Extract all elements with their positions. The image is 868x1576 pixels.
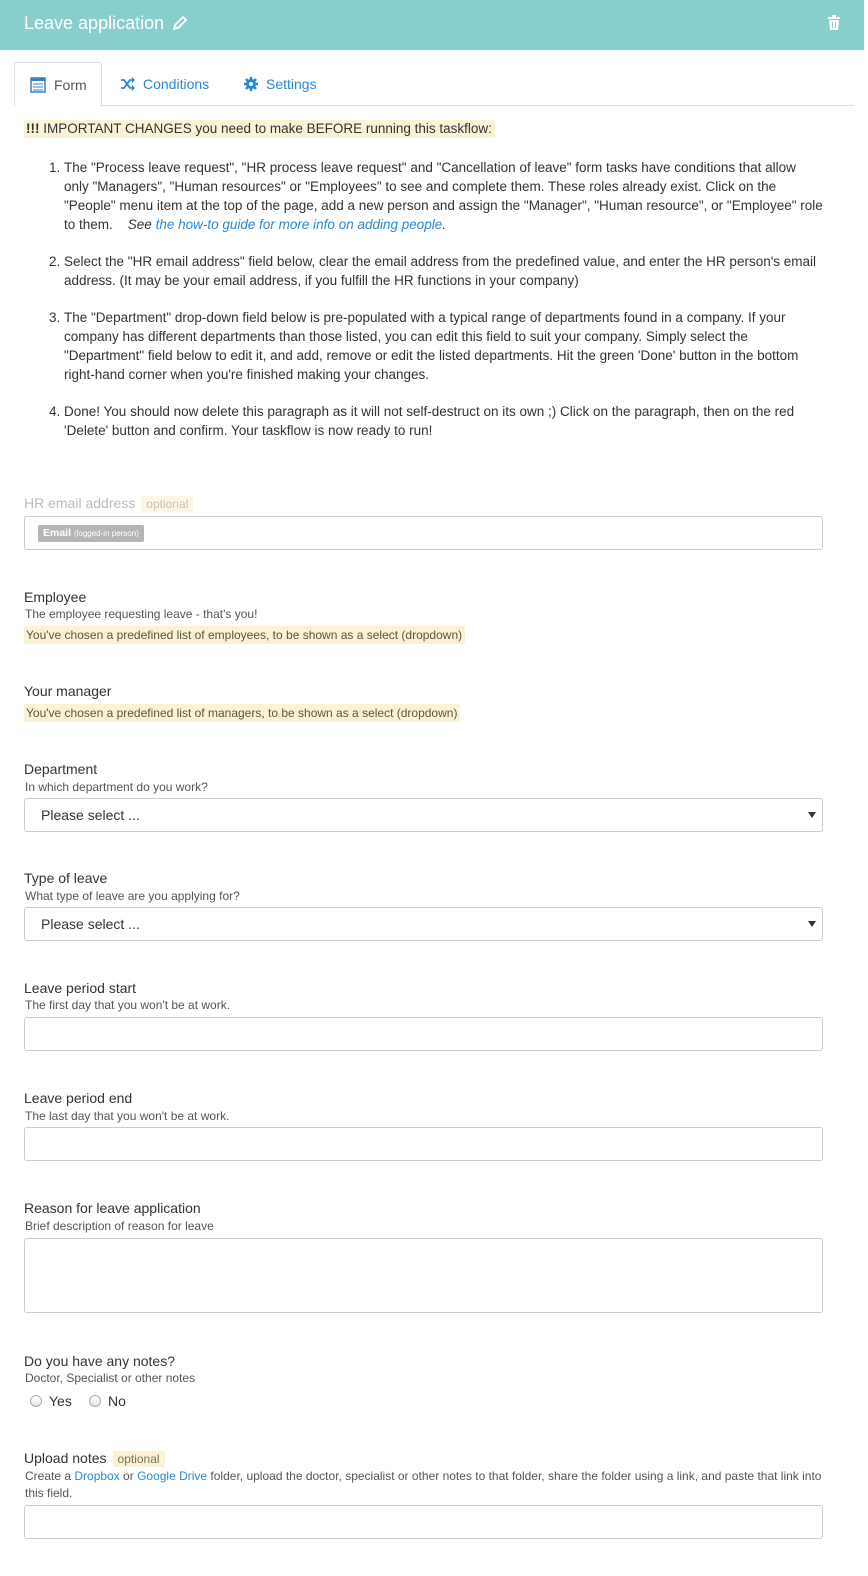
tab-settings[interactable] (243, 62, 333, 106)
notes-radio-no[interactable] (89, 1393, 131, 1411)
notes-help: Doctor, Specialist or other notes (25, 1371, 196, 1385)
tab-conditions[interactable] (120, 62, 220, 106)
period-end-input[interactable] (24, 1127, 823, 1161)
hr-email-field[interactable] (24, 516, 823, 550)
instruction-steps (24, 158, 824, 458)
tab-form-label: Form (54, 77, 87, 93)
leave-type-select[interactable] (24, 907, 823, 941)
department-label: Department (24, 761, 98, 777)
instruction-step (64, 308, 824, 384)
period-start-input[interactable] (24, 1017, 823, 1051)
optional-badge: optional (141, 496, 193, 512)
tab-bar (14, 62, 854, 106)
shuffle-icon (120, 76, 136, 92)
hr-email-label (24, 495, 193, 512)
notes-label: Do you have any notes? (24, 1353, 175, 1369)
how-to-guide-link[interactable]: the how-to guide for more info on adding people (155, 217, 443, 232)
tab-settings-label: Settings (266, 76, 317, 92)
radio-no-label: No (108, 1393, 126, 1409)
employee-help: The employee requesting leave - that's you! (25, 607, 258, 621)
email-chip (38, 525, 144, 542)
notes-radio-yes[interactable] (30, 1393, 78, 1411)
period-end-label: Leave period end (24, 1090, 133, 1106)
upload-notes-help (25, 1468, 825, 1502)
form-icon (30, 77, 46, 93)
tab-form[interactable] (14, 62, 102, 107)
email-chip-main: Email (43, 527, 72, 539)
department-select-value: Please select ... (41, 807, 140, 823)
notice-prefix: !!! (26, 121, 40, 136)
employee-predefined-note: You've chosen a predefined list of employees, to be shown as a select (dropdown) (24, 626, 465, 644)
trash-icon[interactable] (827, 15, 841, 31)
period-start-label: Leave period start (24, 980, 137, 996)
upload-help-text: folder, upload the doctor, specialist or other notes to that folder, share the folder using a link, and paste that link into this field. (25, 1469, 822, 1500)
department-select[interactable] (24, 798, 823, 832)
department-help: In which department do you work? (25, 780, 208, 794)
radio-button[interactable] (30, 1395, 42, 1407)
reason-textarea[interactable] (24, 1238, 823, 1313)
employee-label: Employee (24, 589, 87, 605)
instruction-step: 1. The "Process leave request", "HR process leave request" and "Cancellation of leave" form tasks have conditions that allow only "Managers", "Human resources" or "Employees" to see and complete them. These roles already exist. Click on the "People" menu item at the top of the page, add a new person and assign the "Manager", "Human resource", or "Employee" role to them. See the how-to guide for more info on adding people. (64, 158, 824, 234)
step-text: Done! You should now delete this paragraph as it will not self-destruct on its own ;) Click on the paragraph, then on the red 'Delete' button and confirm. Your taskflow is now ready to run! (64, 404, 795, 438)
reason-label: Reason for leave application (24, 1200, 201, 1216)
page-title: Leave application (24, 13, 165, 33)
important-notice[interactable] (24, 120, 495, 138)
caret-down-icon (808, 920, 816, 928)
gear-icon (243, 76, 259, 92)
step-text: Select the "HR email address" field below, clear the email address from the predefined value, and enter the HR person's email address. (It may be your email address, if you fulfill the HR functions in your company) (64, 254, 817, 288)
instruction-step (64, 252, 824, 290)
manager-label: Your manager (24, 683, 112, 699)
notice-heading: IMPORTANT CHANGES you need to make BEFORE running this taskflow: (39, 121, 492, 136)
dropbox-link[interactable]: Dropbox (74, 1469, 120, 1483)
upload-help-text: Create a (25, 1469, 75, 1483)
leave-type-select-value: Please select ... (41, 916, 140, 932)
reason-help: Brief description of reason for leave (25, 1219, 214, 1233)
upload-notes-label-text: Upload notes (24, 1450, 107, 1466)
leave-type-label: Type of leave (24, 870, 108, 886)
manager-predefined-note: You've chosen a predefined list of managers, to be shown as a select (dropdown) (24, 704, 460, 722)
email-chip-sub: (logged-in person) (73, 529, 139, 538)
leave-type-help: What type of leave are you applying for? (25, 889, 240, 903)
radio-yes-label: Yes (49, 1393, 72, 1409)
pencil-icon[interactable] (172, 15, 188, 31)
optional-badge: optional (113, 1451, 165, 1467)
hr-email-label-text: HR email address (24, 495, 136, 511)
instruction-step (64, 402, 824, 440)
step-text: The "Process leave request", "HR process leave request" and "Cancellation of leave" form tasks have conditions that allow only "Managers", "Human resources" or "Employees" to see and complete them. These roles already exist. Click on the "People" menu item at the top of the page, add a new person and assign the "Manager", "Human resource", or "Employee" role to them. (64, 160, 823, 232)
upload-notes-input[interactable] (24, 1505, 823, 1539)
upload-help-text: or (119, 1469, 138, 1483)
step-text: The "Department" drop-down field below is pre-populated with a typical range of departments found in a company. If your company has different departments than those listed, you can edit this field to suit your company. Simply select the "Department" field below to edit it, and add, remove or edit the listed departments. Hit the green 'Done' button in the bottom right-hand corner when you're finished making your changes. (64, 310, 799, 382)
caret-down-icon (808, 811, 816, 819)
see-label: See (127, 217, 152, 232)
header-bar (0, 0, 864, 50)
period-end-help: The last day that you won't be at work. (25, 1109, 230, 1123)
tab-conditions-label: Conditions (143, 76, 210, 92)
radio-button[interactable] (89, 1395, 101, 1407)
upload-notes-label (24, 1450, 165, 1467)
google-drive-link[interactable]: Google Drive (137, 1469, 208, 1483)
period-start-help: The first day that you won't be at work. (25, 998, 231, 1012)
